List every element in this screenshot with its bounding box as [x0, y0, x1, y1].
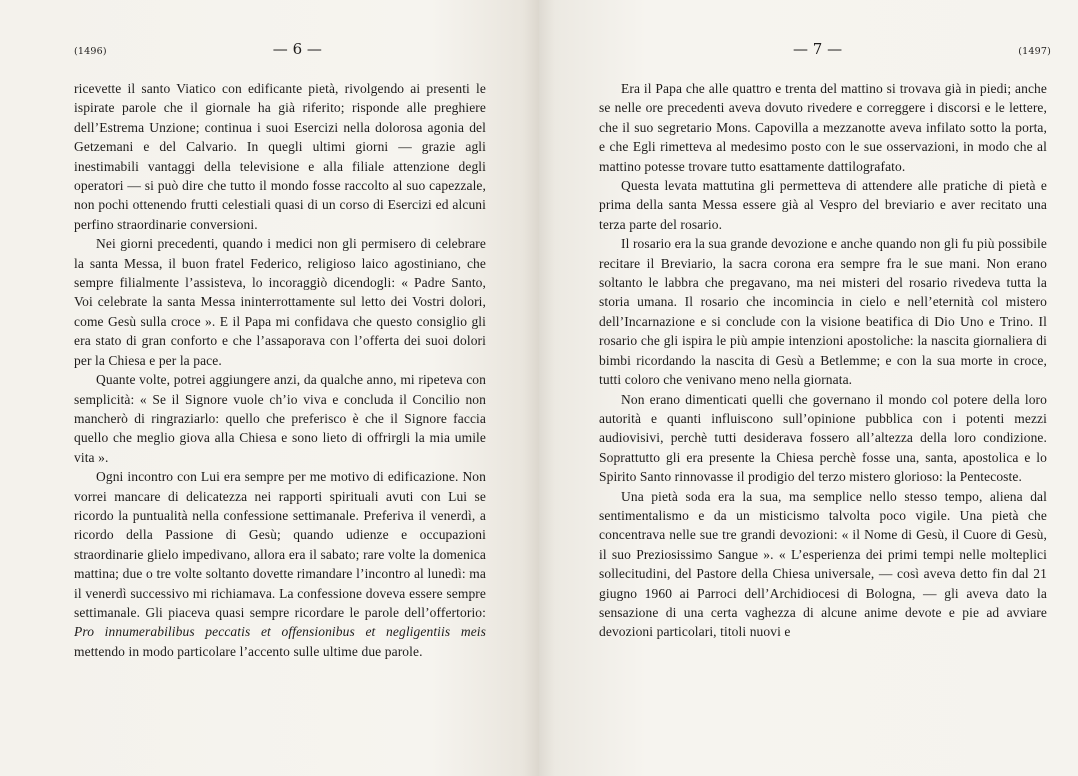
paragraph-text: mettendo in modo particolare l’accento sulle ultime due parole.	[74, 643, 423, 659]
paragraph: Questa levata mattutina gli permetteva di attendere alle pratiche di pietà e prima della santa Messa essere già al Vespro del breviario e aver recitato una terza parte del rosario.	[599, 178, 1047, 232]
paragraph	[74, 467, 486, 661]
right-page-body	[547, 79, 1047, 642]
right-page-header	[793, 40, 1051, 58]
right-page-year: (1497)	[1018, 46, 1051, 57]
paragraph-text: Ogni incontro con Lui era sempre per me motivo di edificazione. Non vorrei mancare di delicatezza nei rapporti spirituali avuti con Lui se ricordo la puntualità nella confessione settimanale. Preferiva il venerdì, a ricordo della Passione di Gesù; quando udienze e occupazioni straordinarie glielo impedivano, allora era il sabato; rare volte la domenica mattina; due o tre volte soltanto dovette rimandare l’incontro al lunedì: ma il venerdì successivo mi richiamava. La confessione doveva essere sempre settimanale. Gli piaceva quasi sempre ricordare le parole dell’offertorio:	[74, 469, 486, 620]
paragraph: Quante volte, potrei aggiungere anzi, da qualche anno, mi ripeteva con semplicità: « Se il Signore vuole ch’io viva e concluda il Concilio non mancherò di ringraziarlo: quello che preferisco è che il Signore faccia quello che meglio giova alla Chiesa e sono lieto di offrirgli la mia umile vita ».	[74, 372, 486, 465]
left-page-year: (1496)	[74, 46, 107, 57]
latin-quote: Pro innumerabilibus peccatis et offensionibus et negligentiis meis	[74, 624, 486, 640]
paragraph: Una pietà soda era la sua, ma semplice nello stesso tempo, aliena dal sentimentalismo e da un misticismo talvolta poco vigile. Una pietà che concentrava nelle sue tre grandi devozioni: « il Nome di Gesù, il Cuore di Gesù, il suo Preziosissimo Sangue ». « L’esperienza dei primi tempi nelle molteplici sollecitudini, del Pastore della Chiesa universale, — così aveva detto fin dal 21 giugno 1960 ai Parroci dell’Archidiocesi di Bologna, — gli aveva dato la sensazione di una certa vaghezza di alcune anime devote e pie ad avviare devozioni particolari, titoli nuovi e	[599, 488, 1047, 640]
paragraph: Il rosario era la sua grande devozione e anche quando non gli fu più possibile recitare il Breviario, la sacra corona era sempre fra le sue mani. Non erano soltanto le labbra che pregavano, ma nei misteri del rosario rivedeva tutta la storia umana. Il rosario che incomincia in cielo e nell’eternità col mistero dell’Incarnazione e si conclude con la visione beatifica di Dio Uno e Trino. Il rosario che gli ispira le più ampie intenzioni apostoliche: la nascita giornaliera di bimbi ricordando la nascita di Gesù a Betlemme; e con la sua morte in croce, tutti coloro che venivano meno nella giornata.	[599, 236, 1047, 388]
paragraph: Non erano dimenticati quelli che governano il mondo col potere della loro autorità e quanti influiscono sull’opinione pubblica con i potenti mezzi audiovisivi, perchè tutti desiderava fossero all’altezza della loro condizione. Soprattutto gli era presente la Chiesa perchè fosse una, santa, apostolica e lo Spirito Santo rinnovasse il prodigio del terzo mistero glorioso: la Pentecoste.	[599, 391, 1047, 485]
right-page-number: — 7 —	[793, 40, 843, 58]
paragraph: Era il Papa che alle quattro e trenta del mattino si trovava già in piedi; anche se nelle ore precedenti aveva dovuto rivedere e correggere i discorsi e le lettere, che il suo segretario Mons. Capovilla a mezzanotte aveva infilato sotto la porta, e che Egli rimetteva al medesimo posto con le sue osservazioni, in modo che al mattino potesse trovare tutto esattamente dattilografato.	[599, 81, 1047, 174]
left-page-header	[74, 40, 490, 58]
paragraph: ricevette il santo Viatico con edificante pietà, rivolgendo ai presenti le ispirate parole che il giornale ha già riferito; risponde alle preghiere dell’Estrema Unzione; continua i suoi Esercizi nella dolorosa agonia del Getzemani e del Calvario. In quegli ultimi giorni — grazie agli inestimabili vantaggi della televisione e alla filiale attenzione degli operatori — si può dire che tutto il mondo fosse raccolto al suo capezzale, non pochi ottenendo frutti celestiali quasi di un corso di Esercizi ed alcuni perfino straordinarie conversioni.	[74, 81, 486, 232]
paragraph: Nei giorni precedenti, quando i medici non gli permisero di celebrare la santa Messa, il buon fratel Federico, religioso laico agostiniano, che sempre filialmente l’assisteva, lo incoraggiò dicendogli: « Padre Santo, Voi celebrate la santa Messa ininterrottamente sul letto dei Vostri dolori, come Gesù sulla croce ». E il Papa mi confidava che questo consiglio gli era stato di gran conforto e che l’assaporava con l’offerta dei suoi dolori per la Chiesa e per la pace.	[74, 236, 486, 368]
right-page	[539, 0, 1078, 776]
left-page-number: — 6 —	[272, 40, 322, 58]
left-page-body	[74, 79, 486, 661]
